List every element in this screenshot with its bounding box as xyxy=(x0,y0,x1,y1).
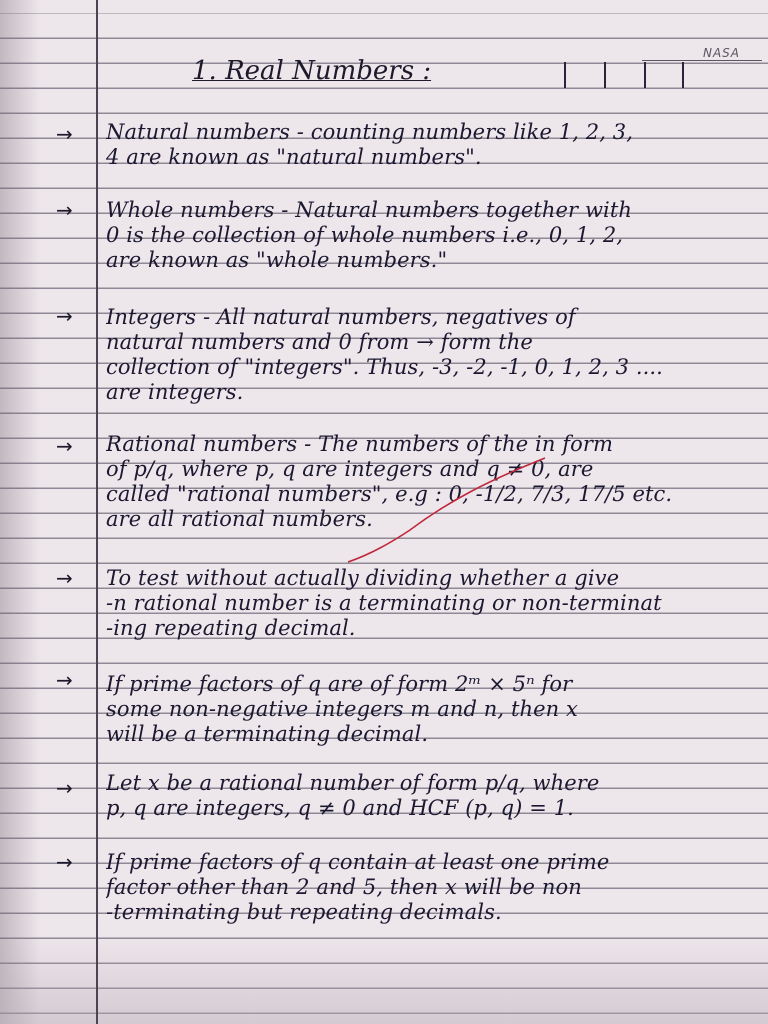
brand-rule xyxy=(642,60,762,61)
bullet-arrow-icon: → xyxy=(56,850,73,874)
note-integers xyxy=(106,305,762,405)
note-terminating-condition xyxy=(106,672,762,747)
note-line: will be a terminating decimal. xyxy=(106,722,429,746)
date-tick xyxy=(604,62,606,88)
bullet-arrow-icon: → xyxy=(56,668,73,692)
page-shadow-left xyxy=(0,0,40,1024)
note-line: are integers. xyxy=(106,380,244,404)
note-natural-numbers xyxy=(106,120,762,170)
margin-line xyxy=(96,0,98,1024)
note-line: called "rational numbers", e.g : 0, -1/2, 7/3, 17/5 etc. xyxy=(106,482,673,506)
note-line: To test without actually dividing whether a give xyxy=(106,566,620,590)
note-line: Whole numbers - Natural numbers together with xyxy=(106,198,633,222)
notebook-brand: NASA xyxy=(702,46,740,60)
note-whole-numbers xyxy=(106,198,762,273)
note-line: p, q are integers, q ≠ 0 and HCF (p, q) = 1. xyxy=(106,796,574,820)
note-line: -ing repeating decimal. xyxy=(106,616,356,640)
note-line: 0 is the collection of whole numbers i.e., 0, 1, 2, xyxy=(106,223,624,247)
note-line: Let x be a rational number of form p/q, where xyxy=(106,771,600,795)
note-line: Integers - All natural numbers, negatives of xyxy=(106,305,576,329)
bullet-arrow-icon: → xyxy=(56,198,73,222)
note-line: Rational numbers - The numbers of the in form xyxy=(106,432,614,456)
bullet-arrow-icon: → xyxy=(56,566,73,590)
note-line: 4 are known as "natural numbers". xyxy=(106,145,482,169)
date-tick xyxy=(564,62,566,88)
date-tick xyxy=(644,62,646,88)
note-line: are all rational numbers. xyxy=(106,507,373,531)
red-pen-stroke xyxy=(340,450,560,570)
note-line: some non-negative integers m and n, then x xyxy=(106,697,578,721)
note-line: are known as "whole numbers." xyxy=(106,248,448,272)
note-rational-form xyxy=(106,771,762,821)
date-tick xyxy=(682,62,684,88)
bullet-arrow-icon: → xyxy=(56,434,73,458)
note-line: -n rational number is a terminating or non-terminat xyxy=(106,591,662,615)
note-line: of p/q, where p, q are integers and q ≠ 0, are xyxy=(106,457,594,481)
note-line: natural numbers and 0 from → form the xyxy=(106,330,533,354)
note-non-terminating-condition xyxy=(106,850,762,925)
page-shadow-bottom xyxy=(0,934,768,1024)
note-line: factor other than 2 and 5, then x will be non xyxy=(106,875,582,899)
note-line: collection of "integers". Thus, -3, -2, -1, 0, 1, 2, 3 .... xyxy=(106,355,663,379)
bullet-arrow-icon: → xyxy=(56,776,73,800)
note-line: Natural numbers - counting numbers like 1, 2, 3, xyxy=(106,120,634,144)
note-line: If prime factors of q are of form 2ᵐ × 5ⁿ for xyxy=(106,672,573,696)
bullet-arrow-icon: → xyxy=(56,122,73,146)
page-title: 1. Real Numbers : xyxy=(192,56,432,86)
note-line: -terminating but repeating decimals. xyxy=(106,900,502,924)
bullet-arrow-icon: → xyxy=(56,304,73,328)
note-terminating-test xyxy=(106,566,762,641)
date-boxes xyxy=(560,62,686,88)
note-line: If prime factors of q contain at least one prime xyxy=(106,850,610,874)
